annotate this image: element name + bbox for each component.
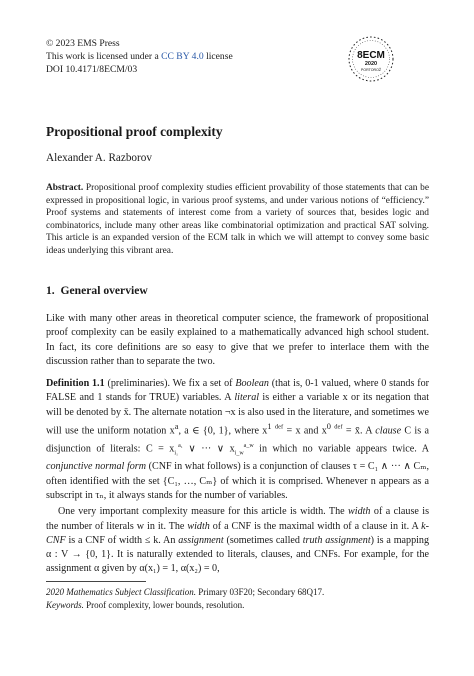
ecm-logo (346, 34, 396, 84)
abstract-label: Abstract. (46, 183, 84, 193)
paper-title: Propositional proof complexity (46, 124, 223, 139)
definition-paragraph: Definition 1.1 (preliminaries). We fix a set of Boolean (that is, 0-1 valued, where 0 stands for FALSE and 1 stands for TRUE) variables. A literal is either a variable x or its negation that will be denoted by x̄. The alternate notation ¬x is also used in the literature, and sometimes we will use the uniform notation $x^a$, a ∈ {0, 1}, where $x^1$ $^{def}$ = x and $x^0$ $^{def}$ = x̄. A clause C is a disjunction of literals: $C = x_{i_1}^{a_1}$ ∨ ··· ∨ $x_{i\_w}^{a\_w}$ in which no variable appears twice. A conjunctive normal form (CNF in what follows) is a conjunction of clauses τ = C₁ ∧ ··· ∧ Cₘ, often identified with the set {C₁, …, Cₘ} of which it is comprised. Whenever n appears as a subscript in τₙ, it always stands for the number of variables. (46, 378, 429, 501)
footnote-rule (46, 581, 146, 582)
logo-place-text: PORTOROŽ (360, 68, 382, 72)
doi-line: DOI 10.4171/8ECM/03 (46, 64, 138, 75)
logo-main-text: 8ECM (357, 50, 385, 61)
abstract (46, 182, 429, 258)
copyright-line: © 2023 EMS Press (46, 38, 120, 49)
license-header (46, 37, 233, 76)
license-link[interactable]: CC BY 4.0 (161, 51, 204, 62)
definition-label: Definition 1.1 (46, 378, 105, 390)
width-paragraph: One very important complexity measure for this article is width. The width of a clause is the number of literals w in it. The width of a CNF is the maximal width of a clause in it. A k-CNF is a CNF of width ≤ k. An assignment (sometimes called truth assignment) is a mapping α : V → {0, 1}. It is naturally extended to literals, clauses, and CNFs. For example, for the assignment α given by α(x₁) = 1, α(x₂) = 0, (46, 506, 430, 575)
license-line: This work is licensed under a CC BY 4.0 license (46, 51, 233, 62)
logo-year-text: 2020 (364, 61, 378, 67)
section-heading: 1. General overview (46, 284, 148, 297)
body-text (46, 312, 429, 585)
abstract-text: Propositional proof complexity studies efficient provability of those statements that can be expressed in propositional logic, in various proof systems, and under various notions of “efficiency.” Proof systems and statements of interest come from a variety of sources that, besides logic and combinatorics, include many other areas like combinatorial optimization and practical SAT solving. This article is an expanded version of the ECM talk in which we will attempt to convey some basic ideas underlying this vibrant area. (46, 183, 429, 256)
footnotes (46, 586, 324, 611)
msc-footnote: 2020 Mathematics Subject Classification. Primary 03F20; Secondary 68Q17. (46, 587, 325, 597)
intro-paragraph: Like with many other areas in theoretical computer science, the framework of propositional proof complexity can be easily explained to a mathematically advanced high school student. In fact, its core definitions are so easy to give that we prefer to interlace them with the discussion rather than to separate the two. (46, 313, 429, 367)
author-name: Alexander A. Razborov (46, 152, 152, 164)
keywords-footnote: Keywords. Proof complexity, lower bounds, resolution. (46, 599, 245, 610)
